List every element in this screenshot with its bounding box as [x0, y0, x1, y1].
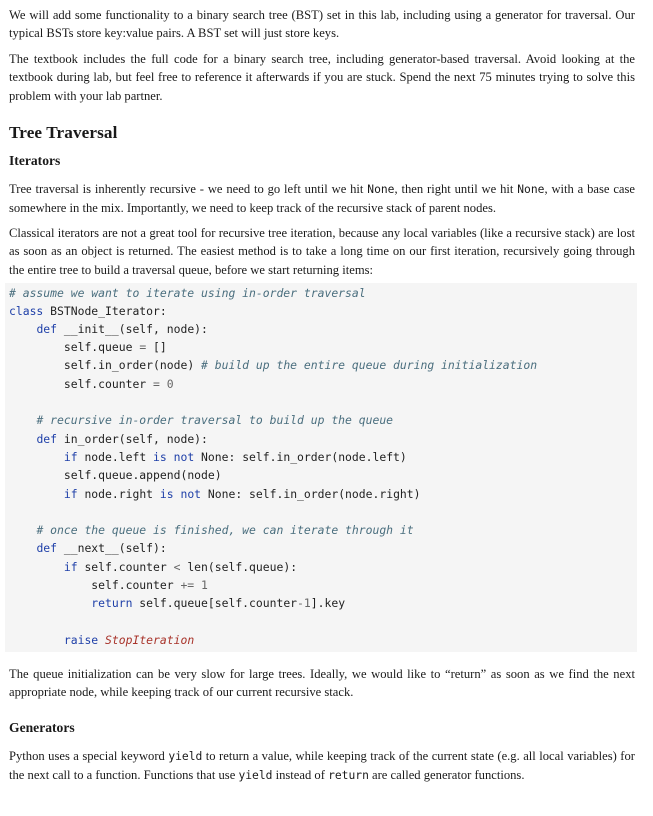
iterators-heading: Iterators: [9, 153, 61, 168]
code-line: if node.right is not None: self.in_order(node.right): [63, 487, 421, 501]
code-line: raise StopIteration: [63, 633, 195, 647]
iterators-paragraph-2: Classical iterators are not a great tool for recursive tree iteration, because any local variables (like a recursive stack) are lost as soon as an object is returned. The easiest method is to take a long time on our first iteration, recursively going through the entire tree to build a traversal queue, before we start returning items:: [9, 226, 635, 277]
code-line: # once the queue is finished, we can iterate through it: [36, 523, 414, 537]
intro-paragraph-1: We will add some functionality to a binary search tree (BST) set in this lab, including using a generator for traversal. Our typical BSTs store key:value pairs. A BST set will just store keys.: [9, 8, 635, 41]
iterators-paragraph-1: Tree traversal is inherently recursive - we need to go left until we hit None, then right until we hit None, with a base case somewhere in the mix. Importantly, we need to keep track of the recursive stack of parent nodes.: [9, 182, 635, 216]
code-line: if node.left is not None: self.in_order(node.left): [63, 450, 407, 464]
code-line: def __init__(self, node):: [36, 322, 208, 336]
iterators-paragraph-3: The queue initialization can be very slow for large trees. Ideally, we would like to “return” as soon as we find the next appropriate node, while keeping track of our current recursive stack.: [9, 667, 635, 700]
code-line: self.queue.append(node): [63, 468, 222, 482]
intro-paragraph-2: The textbook includes the full code for a binary search tree, including generator-based traversal. Avoid looking at the textbook during lab, but feel free to reference it afterwards if you are stuck. Spend the next 75 minutes trying to solve this problem with your lab partner.: [9, 52, 635, 103]
code-line: self.counter += 1: [91, 578, 208, 592]
inline-code-none: None: [517, 183, 545, 196]
code-line: def in_order(self, node):: [36, 432, 208, 446]
code-line: return self.queue[self.counter-1].key: [91, 596, 346, 610]
code-line: class BSTNode_Iterator:: [9, 304, 167, 318]
inline-code-none: None: [367, 183, 395, 196]
code-line: def __next__(self):: [36, 541, 167, 555]
code-line: if self.counter < len(self.queue):: [63, 560, 298, 574]
code-line: self.counter = 0: [63, 377, 174, 391]
inline-code-yield: yield: [238, 769, 273, 783]
code-line: self.queue = []: [63, 340, 167, 354]
code-line: # assume we want to iterate using in-order traversal: [9, 286, 366, 300]
code-block: [5, 283, 637, 652]
code-line: # recursive in-order traversal to build up the queue: [36, 413, 394, 427]
section-title: Tree Traversal: [9, 123, 118, 142]
inline-code-return: return: [328, 769, 369, 783]
inline-code-yield: yield: [168, 750, 203, 763]
generators-heading: Generators: [9, 720, 75, 735]
code-line: self.in_order(node) # build up the entire queue during initialization: [63, 358, 538, 372]
generators-paragraph: Python uses a special keyword yield to return a value, while keeping track of the current state (e.g. all local variables) for the next call to a function. Functions that use yield instead of return are called generator functions.: [9, 749, 635, 783]
